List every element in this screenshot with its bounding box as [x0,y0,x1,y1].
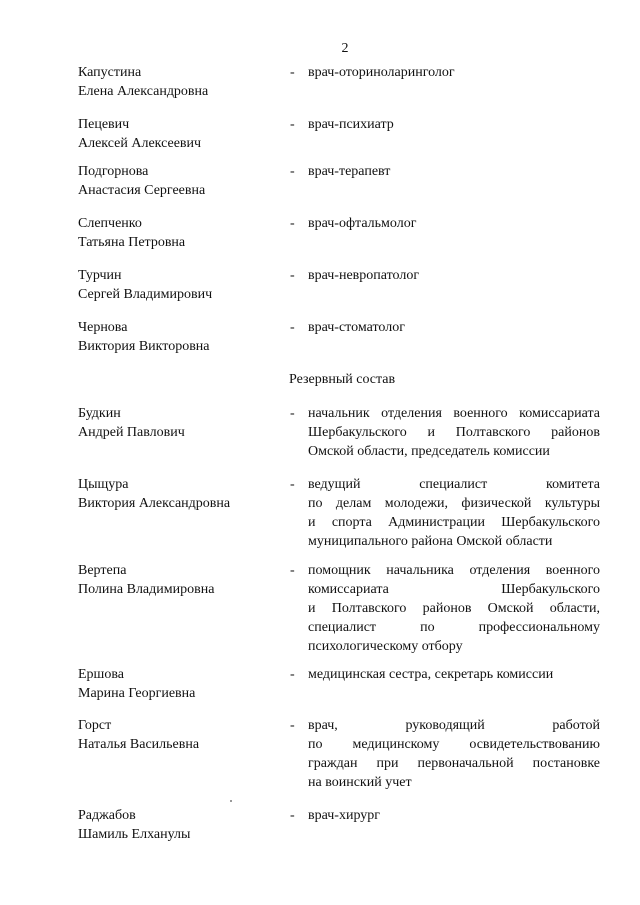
member-name [78,266,283,304]
member-given-name: Виктория Александровна [78,496,231,511]
role-line: граждан при первоначальной постановке [308,756,600,771]
member-given-name: Наталья Васильевна [78,737,200,752]
member-given-name: Алексей Алексеевич [78,136,202,151]
member-given-name: Елена Александровна [78,84,209,99]
member-surname: Капустина [78,65,142,80]
role-line: психологическому отбору [308,639,463,654]
member-surname: Будкин [78,406,121,421]
role-line: комиссариата Шербакульского [308,582,600,597]
member-name [78,214,283,252]
speck [230,800,232,802]
member-name [78,318,283,356]
role-line: ведущий специалист комитета [308,477,600,492]
role-line: врач-офтальмолог [308,216,417,231]
member-role [308,404,600,461]
role-line: муниципального района Омской области [308,534,553,549]
role-line: помощник начальника отделения военного [308,563,600,578]
dash: - [290,477,295,492]
member-given-name: Шамиль Елханулы [78,827,191,842]
member-surname: Раджабов [78,808,136,823]
member-name [78,115,283,153]
member-given-name: Виктория Викторовна [78,339,210,354]
member-surname: Горст [78,718,112,733]
role-line: врач-хирург [308,808,381,823]
role-line: медицинская сестра, секретарь комиссии [308,667,554,682]
member-surname: Пецевич [78,117,130,132]
member-name [78,665,283,703]
member-role [308,266,600,285]
member-surname: Цыщура [78,477,129,492]
member-given-name: Сергей Владимирович [78,287,213,302]
member-role [308,214,600,233]
dash: - [290,718,295,733]
member-name [78,162,283,200]
role-line: Шербакульского и Полтавского районов [308,425,600,440]
member-role [308,162,600,181]
member-given-name: Полина Владимировна [78,582,215,597]
member-given-name: Андрей Павлович [78,425,185,440]
member-given-name: Татьяна Петровна [78,235,186,250]
dash: - [290,563,295,578]
member-name [78,806,283,844]
member-given-name: Анастасия Сергеевна [78,183,206,198]
role-line: по медицинскому освидетельствованию [308,737,600,752]
member-role [308,63,600,82]
dash: - [290,65,295,80]
member-role [308,475,600,551]
role-line: врач-стоматолог [308,320,405,335]
role-line: специалист по профессиональному [308,620,600,635]
member-name [78,63,283,101]
dash: - [290,117,295,132]
member-surname: Подгорнова [78,164,149,179]
role-line: и Полтавского районов Омской области, [308,601,600,616]
role-line: врач-терапевт [308,164,391,179]
dash: - [290,667,295,682]
member-given-name: Марина Георгиевна [78,686,196,701]
member-role [308,665,600,684]
role-line: Омской области, председатель комиссии [308,444,550,459]
dash: - [290,164,295,179]
member-surname: Вертепа [78,563,127,578]
page-number: 2 [341,41,349,56]
dash: - [290,808,295,823]
member-surname: Слепченко [78,216,142,231]
member-surname: Ершова [78,667,124,682]
role-line: по делам молодежи, физической культуры [308,496,600,511]
role-line: на воинский учет [308,775,412,790]
role-line: врач-оториноларинголог [308,65,455,80]
role-line: врач, руководящий работой [308,718,600,733]
dash: - [290,406,295,421]
member-role [308,561,600,656]
role-line: врач-психиатр [308,117,394,132]
dash: - [290,268,295,283]
member-role [308,716,600,792]
member-name [78,716,283,754]
member-role [308,806,600,825]
member-role [308,115,600,134]
member-name [78,404,283,442]
role-line: врач-невропатолог [308,268,420,283]
role-line: и спорта Администрации Шербакульского [308,515,600,530]
dash: - [290,216,295,231]
member-name [78,475,283,513]
member-role [308,318,600,337]
role-line: начальник отделения военного комиссариата [308,406,600,421]
member-surname: Чернова [78,320,128,335]
dash: - [290,320,295,335]
member-name [78,561,283,599]
member-surname: Турчин [78,268,122,283]
reserve-section-title: Резервный состав [289,372,396,387]
